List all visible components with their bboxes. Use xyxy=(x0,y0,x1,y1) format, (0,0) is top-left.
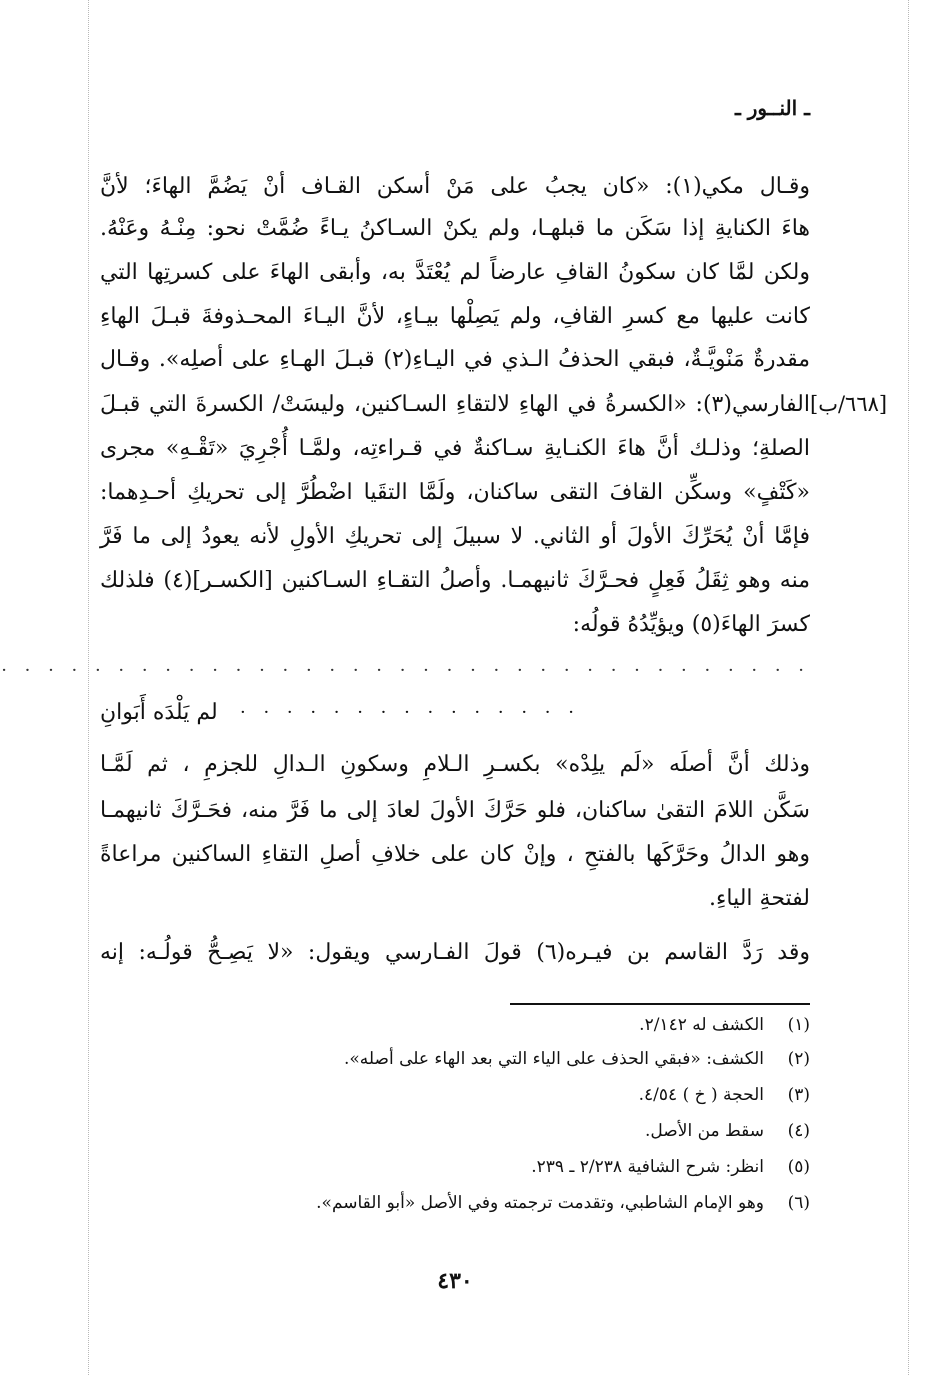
text-line: مقدرةٌ مَنْويَّـةٌ، فبقي الحذفُ الـذي في اليـاءِ(٢) قبـلَ الهـاءِ على أصلِه». وقـال xyxy=(100,347,810,372)
verse-text: لم يَلْدَه أَبَوانِ xyxy=(100,700,218,725)
footnote xyxy=(100,1082,810,1108)
footnote-text: وهو الإمام الشاطبي، وتقدمت ترجمته وفي الأصل «أبو القاسم». xyxy=(316,1193,764,1213)
text-line: وقـال مكي(١): «كان يجبُ على مَنْ أسكن القـاف أنْ يَضُمَّ الهاءَ؛ لأنَّ xyxy=(100,174,810,199)
text-line: الصلةِ؛ وذلـك أنَّ هاءَ الكنـايةِ سـاكنةٌ في قـراءتِه، ولمَّـا أُجْرِيَ «تَقْـهِ» مجرى xyxy=(100,436,810,461)
footnote xyxy=(100,1046,810,1072)
footnote-number: (١) xyxy=(787,1015,810,1035)
verse-ellipsis: · · · · · · · · · · · · · · · xyxy=(240,702,580,723)
footnote-text: انظر: شرح الشافية ٢/٢٣٨ ـ ٢٣٩. xyxy=(531,1157,764,1177)
scan-border-left xyxy=(88,0,89,1375)
footnote-number: (٢) xyxy=(787,1049,810,1069)
text-line: سَكَّن اللامَ التقىٰ ساكنان، فلو حَرَّكَ الأولَ لعادَ إلى ما فَرَّ منه، فحَـرَّكَ ثانيهمـا xyxy=(100,798,810,823)
text-line: هاءَ الكنايةِ إذا سَكَن ما قبلهـا، ولم يكنْ السـاكنُ يـاءً ضُمَّتْ نحو: مِنْـهُ وعَنْهُ. xyxy=(100,216,810,241)
verse-quote xyxy=(100,700,810,736)
running-header: ـ النــور ـ xyxy=(734,96,810,120)
footnote xyxy=(100,1154,810,1180)
scan-border-right xyxy=(908,0,909,1375)
text-line: وذلك أنَّ أصلَه «لَم يلِدْه» بكسـرِ الـلامِ وسكونِ الـدالِ للجزمِ ، ثم لَمَّـا xyxy=(100,752,810,777)
footnote-number: (٦) xyxy=(787,1193,810,1213)
text-line: وهو الدالُ وحَرَّكَها بالفتحِ ، وإنْ كان على خلافِ أصلِ التقاءِ الساكنين مراعاةً xyxy=(100,842,810,867)
footnote xyxy=(100,1012,810,1038)
footnote xyxy=(100,1190,810,1216)
text-line: منه وهو ثِقَلُ فَعِلٍ فحـرَّكَ ثانيهمـا. وأصلُ التقـاءِ السـاكنين [الكسـر](٤) فلذلك xyxy=(100,568,811,593)
page-number: ٤٣٠ xyxy=(437,1268,473,1294)
text-line: لفتحةِ الياءِ. xyxy=(709,886,810,911)
text-line: «كَتْفٍ» وسكِّن القافَ التقى ساكنان، ولَمَّا التقَيا اضْطُرَّ إلى تحريكِ أحـدِهما: xyxy=(100,480,810,505)
text-line: كانت عليها مع كسرِ القافِ، ولم يَصِلْها بيـاءٍ، لأنَّ اليـاءَ المحـذوفةَ قبـلَ الهاءِ xyxy=(100,304,810,329)
paragraph-3: وقد رَدَّ القاسم بن فيـره(٦) قولَ الفـارسي ويقول: «لا يَصِـحُّ قولُـه: إنه xyxy=(100,940,810,965)
footnote-rule xyxy=(510,1003,810,1005)
footnote-text: الحجة ( خ ) ٤/٥٤. xyxy=(638,1085,764,1105)
book-page xyxy=(1,0,811,1375)
manuscript-folio-marker: [٦٦٨/ب] xyxy=(810,392,888,416)
footnote-number: (٤) xyxy=(787,1121,810,1141)
footnote xyxy=(100,1118,810,1144)
footnote-text: الكشف له ٢/١٤٢. xyxy=(639,1015,764,1035)
text-line: الفارسي(٣): «الكسرةُ في الهاءِ لالتقاءِ السـاكنين، وليسَتْ/ الكسرةَ التي قبـلَ xyxy=(100,392,810,417)
footnote-number: (٥) xyxy=(787,1157,810,1177)
text-line: كسرَ الهاءَ(٥) ويؤيِّدُهُ قولُه: xyxy=(572,612,810,637)
footnote-text: سقط من الأصل. xyxy=(645,1121,764,1141)
text-line: فإمَّا أنْ يُحَرِّكَ الأولَ أو الثاني. لا سبيلَ إلى تحريكِ الأولِ لأنه يعودُ إلى ما فَرَّ xyxy=(100,524,810,549)
ellipsis-separator: · · · · · · · · · · · · · · · · · · · · · · · · · · · · · · · · · · · xyxy=(1,660,810,681)
text-line: ولكن لمَّا كان سكونُ القافِ عارضاً لم يُعْتَدَّ به، وأبقى الهاءَ على كسرتِها التي xyxy=(100,260,810,285)
footnote-text: الكشف: «فبقي الحذف على الياء التي بعد الهاء على أصله». xyxy=(343,1049,764,1069)
footnote-number: (٣) xyxy=(787,1085,810,1105)
